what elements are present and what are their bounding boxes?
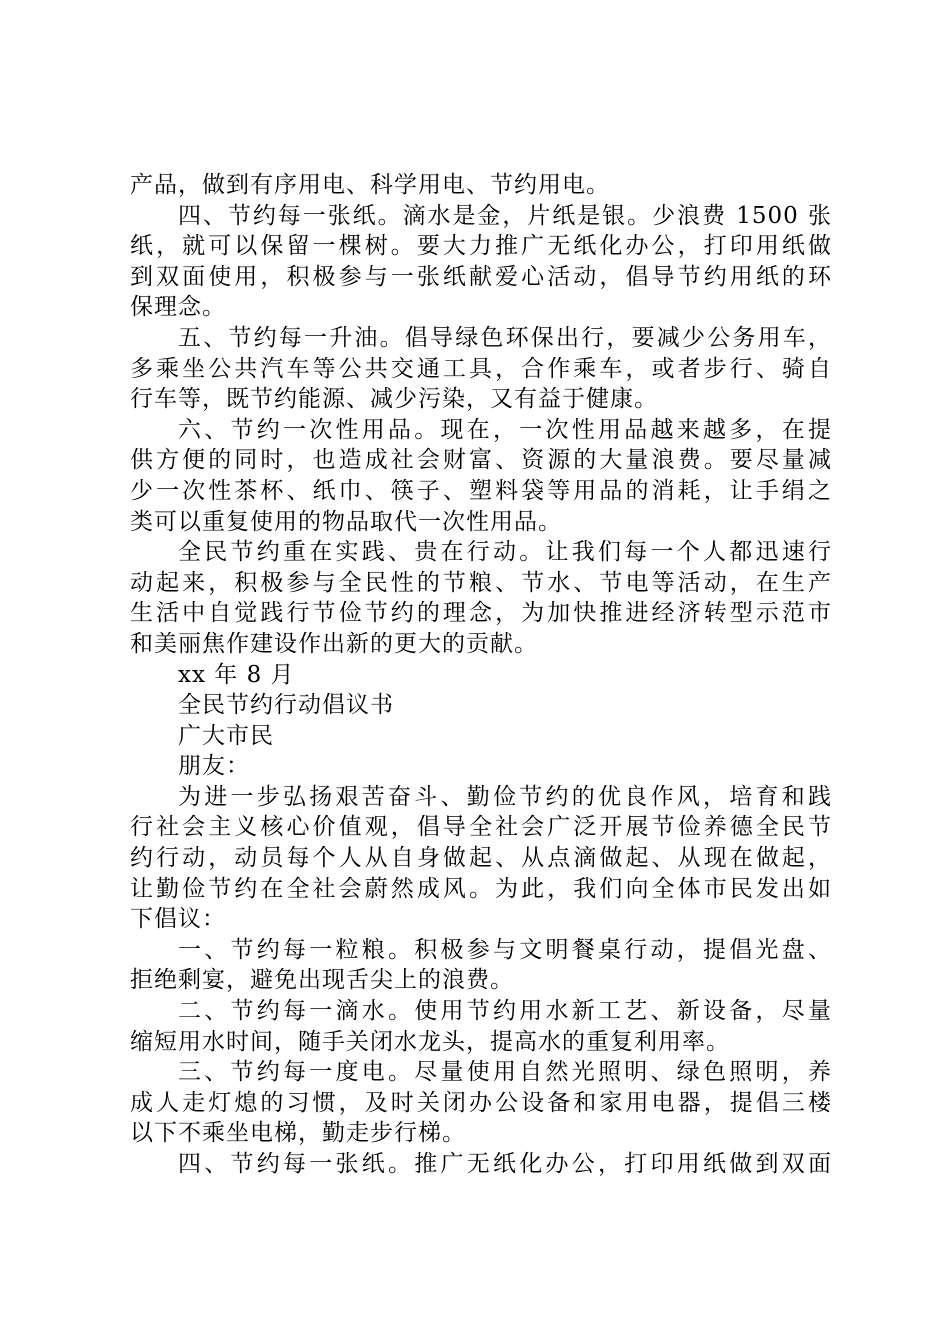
text-line: 动起来，积极参与全民性的节粮、节水、节电等活动，在生产: [130, 569, 832, 596]
text-line: 以下不乘坐电梯，勤走步行梯。: [130, 1120, 466, 1147]
text-line: 二、节约每一滴水。使用节约用水新工艺、新设备，尽量: [178, 998, 832, 1025]
text-line: 四、节约每一张纸。推广无纸化办公，打印用纸做到双面: [178, 1151, 832, 1177]
text-line: xx 年 8 月: [178, 661, 295, 688]
text-line: 产品，做到有序用电、科学用电、节约用电。: [130, 172, 610, 198]
text-line: 一、节约每一粒粮。积极参与文明餐桌行动，提倡光盘、: [178, 936, 832, 963]
text-line: 拒绝剩宴，避免出现舌尖上的浪费。: [130, 967, 514, 994]
text-line: 缩短用水时间，随手关闭水龙头，提高水的重复利用率。: [130, 1028, 730, 1055]
text-line: 三、节约每一度电。尽量使用自然光照明、绿色照明，养: [178, 1059, 832, 1086]
text-line: 让勤俭节约在全社会蔚然成风。为此，我们向全体市民发出如: [130, 875, 832, 902]
text-line: 约行动，动员每个人从自身做起、从点滴做起、从现在做起，: [130, 845, 832, 872]
text-line: 朋友：: [178, 753, 250, 780]
text-line: 五、节约每一升油。倡导绿色环保出行，要减少公务用车，: [178, 324, 832, 351]
text-line: 纸，就可以保留一棵树。要大力推广无纸化办公，打印用纸做: [130, 233, 832, 260]
text-line: 广大市民: [178, 722, 274, 749]
text-line: 下倡议：: [130, 906, 226, 933]
text-line: 多乘坐公共汽车等公共交通工具，合作乘车，或者步行、骑自: [130, 355, 832, 382]
text-line: 成人走灯熄的习惯，及时关闭办公设备和家用电器，提倡三楼: [130, 1089, 832, 1116]
text-line: 到双面使用，积极参与一张纸献爱心活动，倡导节约用纸的环: [130, 263, 832, 290]
text-line: 保理念。: [130, 294, 226, 321]
text-line: 六、节约一次性用品。现在，一次性用品越来越多，在提: [178, 416, 832, 443]
text-line: 行社会主义核心价值观，倡导全社会广泛开展节俭养德全民节: [130, 814, 832, 841]
text-line: 供方便的同时，也造成社会财富、资源的大量浪费。要尽量减: [130, 447, 832, 474]
text-line: 类可以重复使用的物品取代一次性用品。: [130, 508, 562, 535]
text-line: 四、节约每一张纸。滴水是金，片纸是银。少浪费 1500 张: [178, 202, 832, 229]
text-line: 全民节约重在实践、贵在行动。让我们每一个人都迅速行: [178, 539, 832, 566]
text-line: 和美丽焦作建设作出新的更大的贡献。: [130, 630, 538, 657]
document-body: [130, 170, 832, 1180]
text-line: 少一次性茶杯、纸巾、筷子、塑料袋等用品的消耗，让手绢之: [130, 477, 832, 504]
text-line: 全民节约行动倡议书: [178, 692, 394, 719]
text-line: 行车等，既节约能源、减少污染，又有益于健康。: [130, 386, 658, 413]
text-line: 生活中自觉践行节俭节约的理念，为加快推进经济转型示范市: [130, 600, 832, 627]
text-line: 为进一步弘扬艰苦奋斗、勤俭节约的优良作风，培育和践: [178, 783, 832, 810]
